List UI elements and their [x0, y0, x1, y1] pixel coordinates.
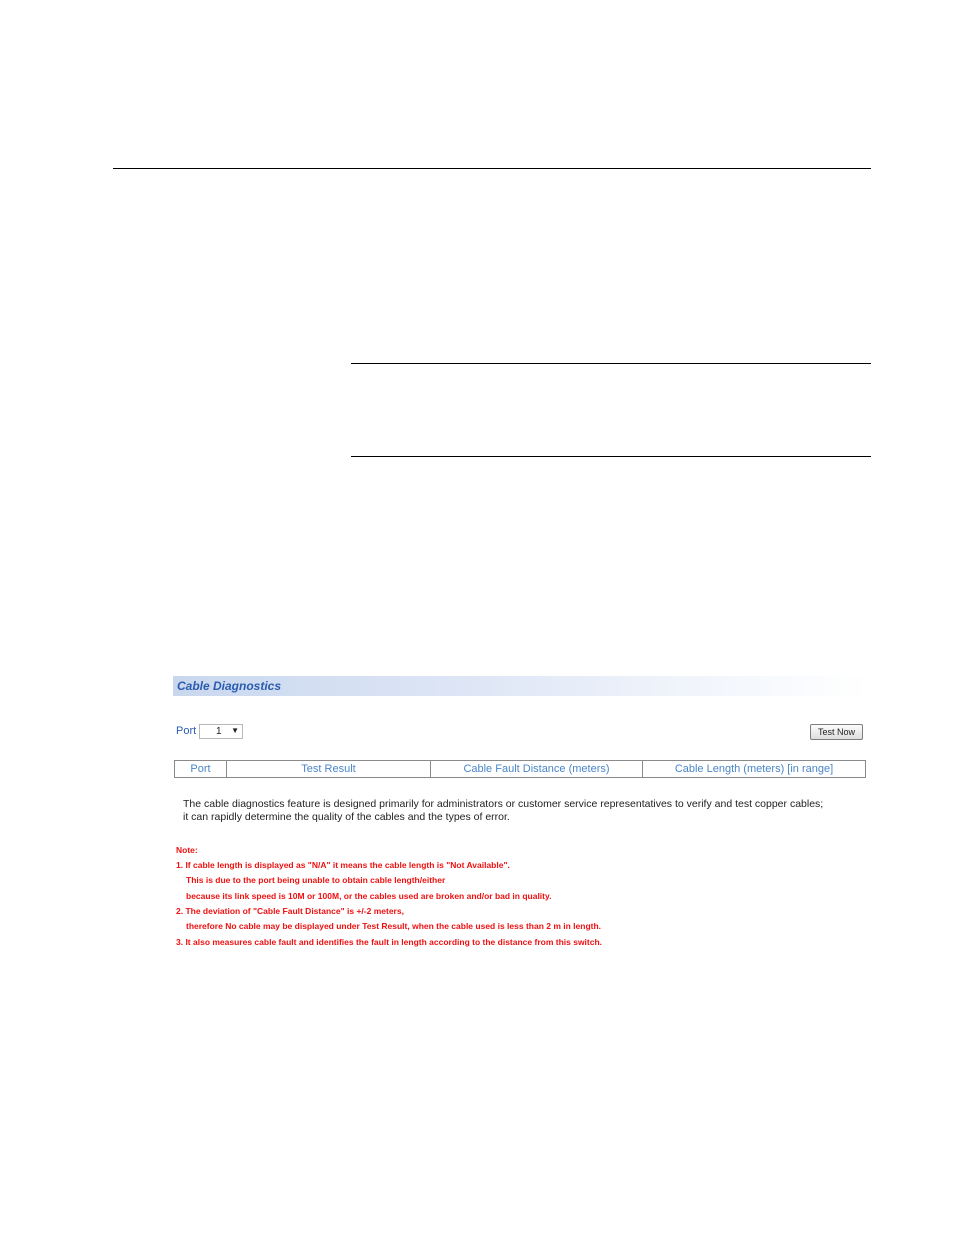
note-line: therefore No cable may be displayed under Test Result, when the cable used is less than 2 m in length.: [186, 921, 602, 931]
test-now-button[interactable]: Test Now: [810, 724, 863, 740]
diagnostics-table: [174, 760, 866, 778]
note-line: This is due to the port being unable to obtain cable length/either: [186, 875, 446, 885]
column-header-fault-distance: Cable Fault Distance (meters): [431, 761, 643, 778]
column-header-test-result: Test Result: [227, 761, 431, 778]
description-line: it can rapidly determine the quality of the cables and the types of error.: [183, 811, 510, 823]
description-line: The cable diagnostics feature is designed primarily for administrators or customer service representatives to verify and test copper cables;: [183, 798, 824, 810]
port-label: Port: [176, 725, 197, 737]
divider-middle-upper: [351, 363, 871, 364]
description: [183, 798, 863, 824]
note-line: because its link speed is 10M or 100M, or the cables used are broken and/or bad in quality.: [186, 891, 552, 901]
port-select[interactable]: [199, 724, 243, 739]
column-header-port: Port: [175, 761, 227, 778]
note-heading: Note:: [176, 845, 198, 855]
note-line: 2. The deviation of "Cable Fault Distance" is +/-2 meters,: [176, 906, 404, 916]
note-line: 1. If cable length is displayed as "N/A" it means the cable length is "Not Available".: [176, 860, 510, 870]
panel-title-bar: [173, 676, 868, 696]
table-header-row: [175, 761, 866, 778]
note-line: 3. It also measures cable fault and identifies the fault in length according to the distance from this switch.: [176, 937, 603, 947]
column-header-cable-length: Cable Length (meters) [in range]: [643, 761, 866, 778]
page-title: Cable Diagnostics: [177, 679, 282, 693]
cable-diagnostics-panel: [173, 676, 868, 961]
port-select-value: 1: [216, 726, 222, 737]
divider-top: [113, 168, 871, 169]
divider-middle-lower: [351, 456, 871, 457]
chevron-down-icon: ▼: [231, 726, 239, 735]
